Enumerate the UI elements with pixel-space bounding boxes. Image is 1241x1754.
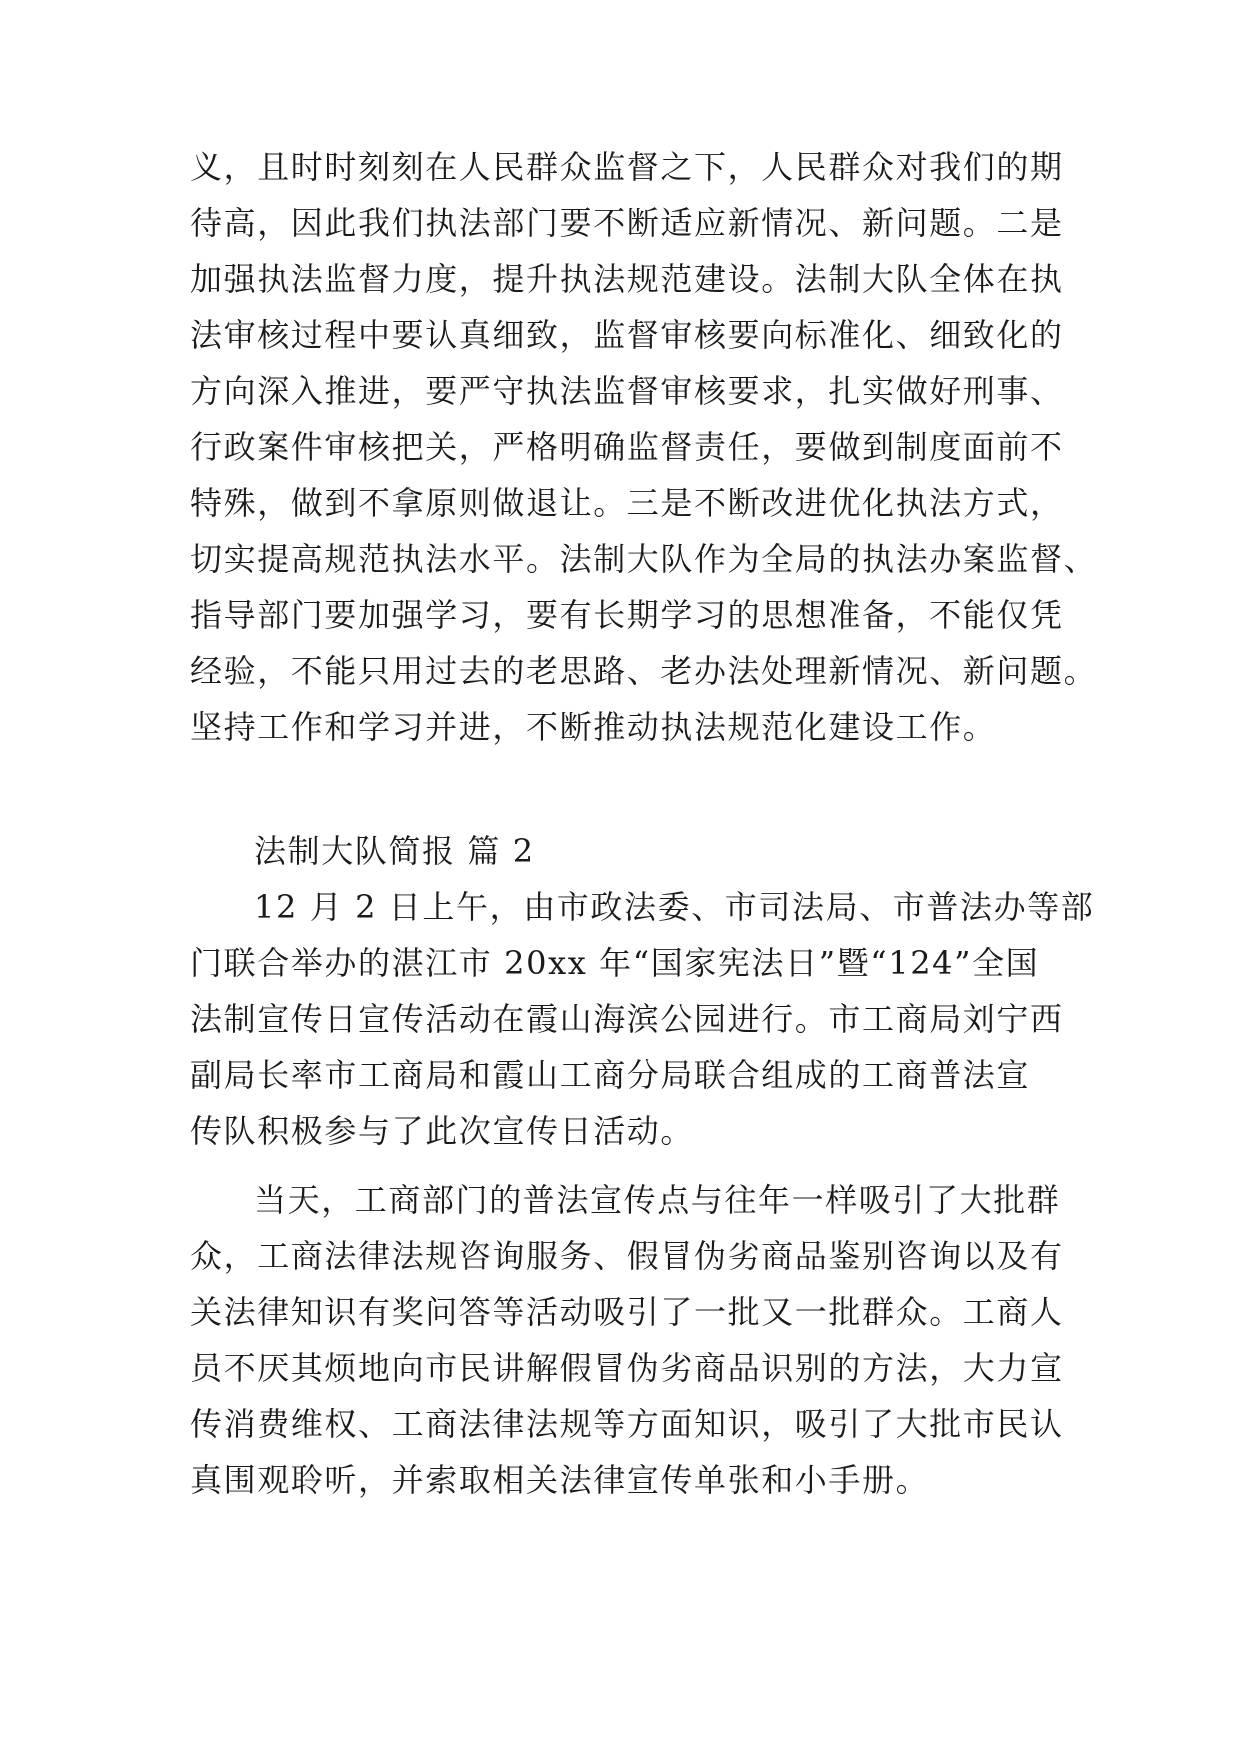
- paragraph-line: 特殊，做到不拿原则做退让。三是不断改进优化执法方式，: [190, 484, 1064, 522]
- paragraph-line: 副局长率市工商局和霞山工商分局联合组成的工商普法宣: [190, 1056, 1031, 1094]
- paragraph-line: 门联合举办的湛江市 20xx 年“国家宪法日”暨“124”全国: [190, 944, 1040, 982]
- paragraph-line: 指导部门要加强学习，要有长期学习的思想准备，不能仅凭: [190, 596, 1064, 634]
- paragraph-line: 传队积极参与了此次宣传日活动。: [190, 1112, 695, 1150]
- paragraph-line: 关法律知识有奖问答等活动吸引了一批又一批群众。工商人: [190, 1293, 1064, 1331]
- paragraph-line: 待高，因此我们执法部门要不断适应新情况、新问题。二是: [190, 204, 1064, 242]
- section-heading: 法制大队简报 篇 2: [254, 832, 535, 870]
- paragraph-line: 传消费维权、工商法律法规等方面知识，吸引了大批市民认: [190, 1405, 1064, 1443]
- paragraph-line: 经验，不能只用过去的老思路、老办法处理新情况、新问题。: [190, 652, 1098, 690]
- paragraph-line: 真围观聆听，并索取相关法律宣传单张和小手册。: [190, 1461, 930, 1499]
- paragraph-line: 坚持工作和学习并进，不断推动执法规范化建设工作。: [190, 708, 997, 746]
- paragraph-line: 员不厌其烦地向市民讲解假冒伪劣商品识别的方法，大力宣: [190, 1349, 1064, 1387]
- paragraph-line: 切实提高规范执法水平。法制大队作为全局的执法办案监督、: [190, 540, 1098, 578]
- paragraph-line: 行政案件审核把关，严格明确监督责任，要做到制度面前不: [190, 428, 1064, 466]
- paragraph-line: 当天，工商部门的普法宣传点与往年一样吸引了大批群: [254, 1181, 1061, 1219]
- paragraph-line: 法制宣传日宣传活动在霞山海滨公园进行。市工商局刘宁西: [190, 1000, 1064, 1038]
- paragraph-line: 义，且时时刻刻在人民群众监督之下，人民群众对我们的期: [190, 148, 1064, 186]
- paragraph-line: 众，工商法律法规咨询服务、假冒伪劣商品鉴别咨询以及有: [190, 1237, 1064, 1275]
- paragraph-line: 法审核过程中要认真细致，监督审核要向标准化、细致化的: [190, 316, 1064, 354]
- paragraph-line: 12 月 2 日上午，由市政法委、市司法局、市普法办等部: [254, 888, 1095, 926]
- paragraph-line: 方向深入推进，要严守执法监督审核要求，扎实做好刑事、: [190, 372, 1064, 410]
- paragraph-line: 加强执法监督力度，提升执法规范建设。法制大队全体在执: [190, 260, 1064, 298]
